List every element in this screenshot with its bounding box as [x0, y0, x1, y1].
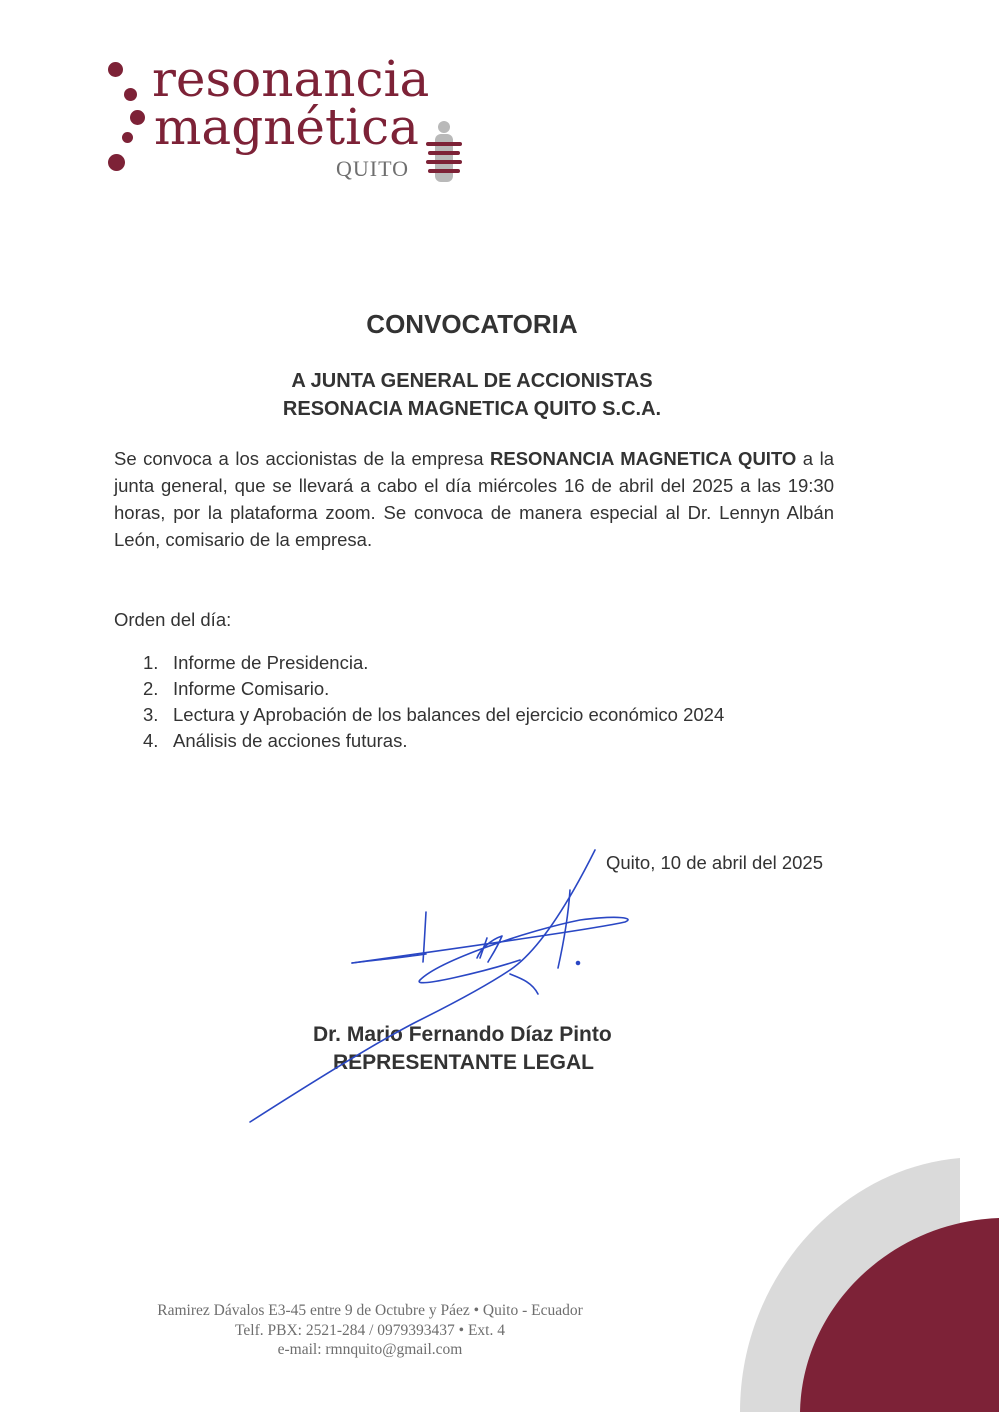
agenda-item-number: 3. [143, 704, 159, 725]
agenda-item [143, 650, 724, 676]
logo-word-magnetica: magnética [154, 98, 419, 156]
logo-city: QUITO [336, 156, 410, 181]
decorative-corner-arcs [740, 1158, 999, 1412]
document-title: CONVOCATORIA [366, 309, 578, 339]
magnet-figure-icon [426, 120, 462, 184]
body-text-part1: Se convoca a los accionistas de la empresa [114, 448, 491, 469]
agenda-item-text: Lectura y Aprobación de los balances del ejercicio económico 2024 [173, 704, 725, 725]
agenda-item [143, 676, 724, 702]
agenda-item-text: Informe de Presidencia. [173, 652, 369, 673]
agenda-label: Orden del día: [114, 609, 232, 630]
logo-word-resonancia: resonancia [152, 50, 430, 108]
agenda-item-number: 1. [143, 652, 159, 673]
agenda-list [143, 650, 724, 754]
handwritten-signature [240, 840, 640, 1130]
agenda-item-number: 2. [143, 678, 159, 699]
signer-role: REPRESENTANTE LEGAL [333, 1051, 594, 1074]
footer-address: Ramirez Dávalos E3-45 entre 9 de Octubre y Páez • Quito - Ecuador [157, 1302, 583, 1319]
date-place: Quito, 10 de abril del 2025 [606, 852, 824, 873]
body-text-part2: a la junta general, que se llevará a cabo el día miércoles 16 de abril del 2025 a las 19:30 horas, por la plataforma zoom. Se convoca de manera especial al Dr. Lennyn Albán León, comisario de la empresa. [114, 448, 835, 550]
agenda-item-text: Informe Comisario. [173, 678, 330, 699]
document-subtitle-2: RESONACIA MAGNETICA QUITO S.C.A. [282, 398, 662, 420]
footer-phone: Telf. PBX: 2521-284 / 0979393437 • Ext. 4 [235, 1322, 505, 1339]
agenda-item [143, 702, 724, 728]
company-logo [104, 52, 484, 192]
convocation-paragraph [114, 445, 834, 553]
footer-email: e-mail: rmnquito@gmail.com [277, 1341, 463, 1358]
document-subtitle-1: A JUNTA GENERAL DE ACCIONISTAS [291, 370, 653, 392]
agenda-item-text: Análisis de acciones futuras. [173, 730, 408, 751]
signer-name: Dr. Mario Fernando Díaz Pinto [313, 1023, 612, 1046]
agenda-item-number: 4. [143, 730, 159, 751]
agenda-item [143, 728, 724, 754]
body-company-name: RESONANCIA MAGNETICA QUITO [490, 448, 797, 469]
